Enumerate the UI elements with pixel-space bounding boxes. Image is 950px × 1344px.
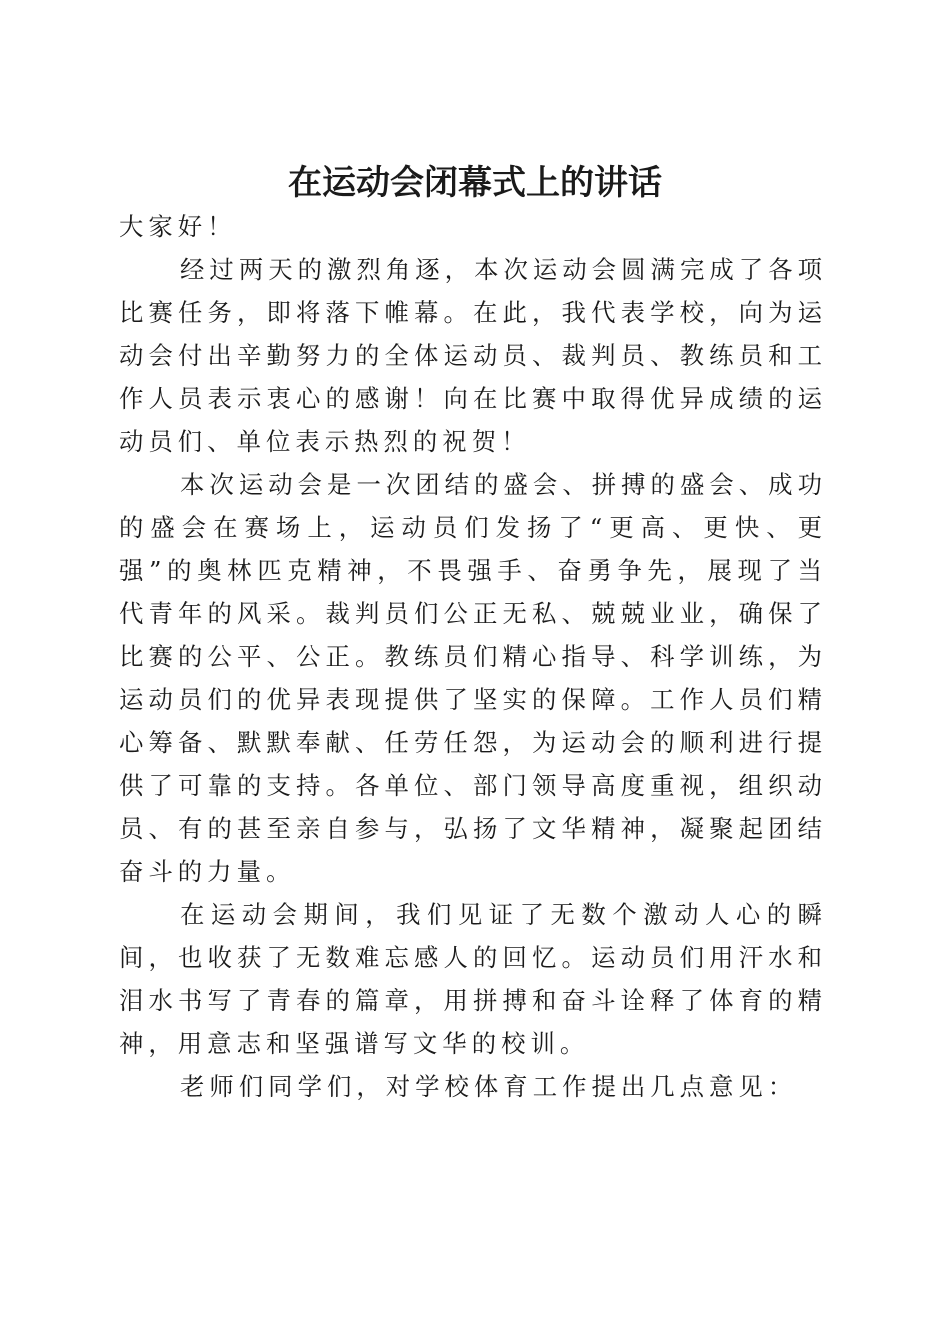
paragraph-3: 在运动会期间，我们见证了无数个激动人心的瞬间，也收获了无数难忘感人的回忆。运动员们用汗水和泪水书写了青春的篇章，用拼搏和奋斗诠释了体育的精神，用意志和坚强谱写文华的校训。 [119,900,827,1058]
paragraph-1: 经过两天的激烈角逐，本次运动会圆满完成了各项比赛任务，即将落下帷幕。在此，我代表学校，向为运动会付出辛勤努力的全体运动员、裁判员、教练员和工作人员表示衷心的感谢！向在比赛中取得优异成绩的运动员们、单位表示热烈的祝贺！ [119,255,827,456]
document-body [119,205,827,1108]
document-title: 在运动会闭幕式上的讲话 [288,162,662,203]
greeting: 大家好！ [119,212,237,241]
paragraph-2: 本次运动会是一次团结的盛会、拼搏的盛会、成功的盛会在赛场上，运动员们发扬了“更高、更快、更强”的奥林匹克精神，不畏强手、奋勇争先，展现了当代青年的风采。裁判员们公正无私、兢兢业业，确保了比赛的公平、公正。教练员们精心指导、科学训练，为运动员们的优异表现提供了坚实的保障。工作人员们精心筹备、默默奉献、任劳任怨，为运动会的顺利进行提供了可靠的支持。各单位、部门领导高度重视，组织动员、有的甚至亲自参与，弘扬了文华精神，凝聚起团结奋斗的力量。 [119,470,827,886]
paragraph-4: 老师们同学们，对学校体育工作提出几点意见： [180,1072,798,1101]
